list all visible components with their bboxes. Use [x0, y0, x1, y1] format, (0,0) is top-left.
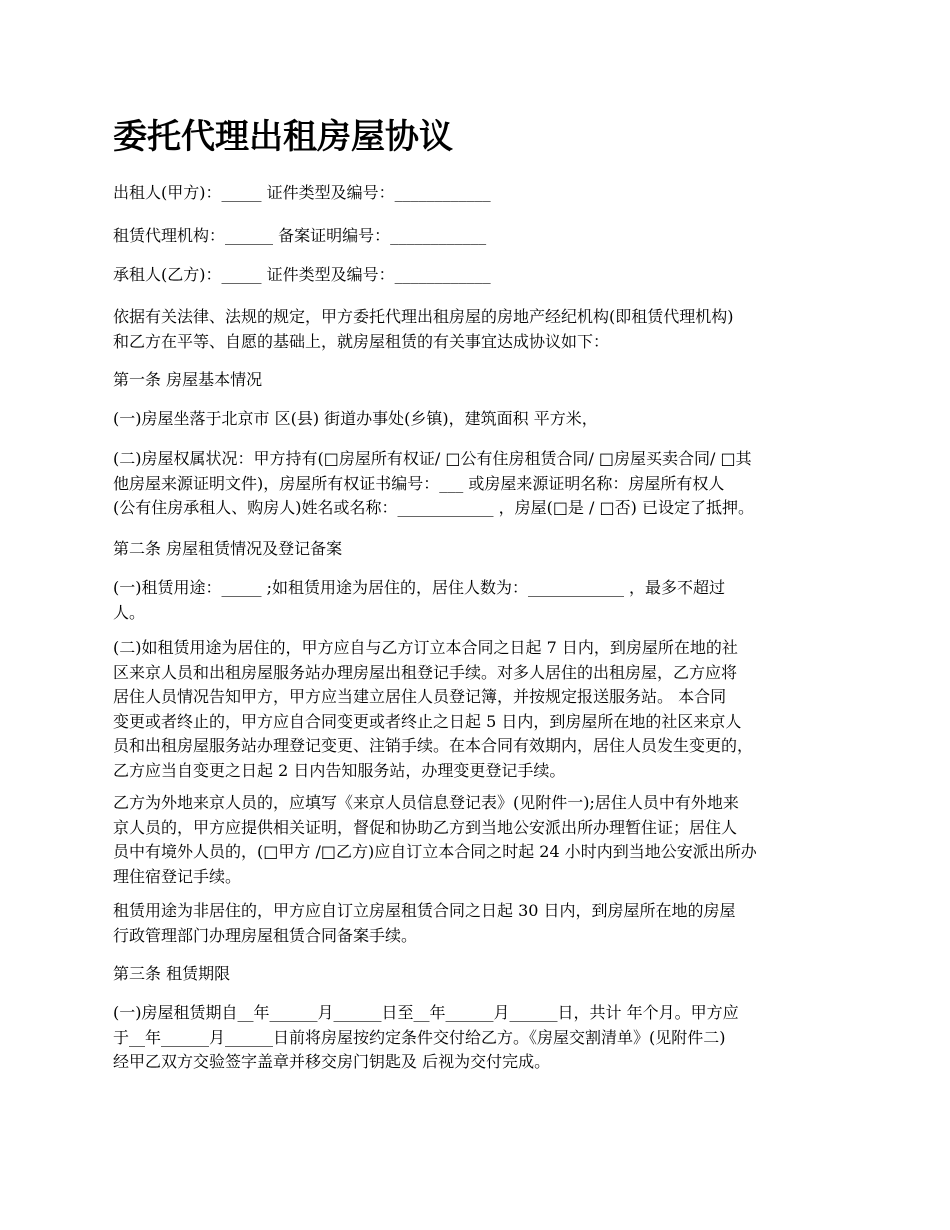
text-line: 乙方应当自变更之日起 2 日内告知服务站，办理变更登记手续。 [113, 760, 566, 780]
text-line: 租赁用途为非居住的，甲方应自订立房屋租赁合同之日起 30 日内，到房屋所在地的房屋 [113, 901, 736, 920]
article-3-item-1 [113, 1001, 853, 1075]
text-line: (一)房屋坐落于北京市 区(县) 街道办事处(乡镇)，建筑面积 平方米， [113, 409, 598, 428]
text-line: 行政管理部门办理房屋租赁合同备案手续。 [113, 925, 418, 945]
article-2-heading [113, 537, 853, 562]
text-line: 京人员的，甲方应提供相关证明，督促和协助乙方到当地公安派出所办理暂住证；居住人 [113, 817, 738, 837]
text-line: 经甲乙双方交验签字盖章并移交房门钥匙及 后视为交付完成。 [113, 1052, 551, 1071]
text-line: (一)租赁用途：_____ ;如租赁用途为居住的，居住人数为：____________ ，最多不超过 [113, 578, 726, 597]
text-line: 于__年______月______日前将房屋按约定条件交付给乙方。《房屋交割清单》(见附件二) [113, 1027, 726, 1047]
text-line: 出租人(甲方)：_____ 证件类型及编号：____________ [113, 183, 491, 202]
text-line: 理住宿登记手续。 [113, 866, 242, 886]
text-line: 员和出租房屋服务站办理登记变更、注销手续。在本合同有效期内，居住人员发生变更的， [113, 736, 754, 755]
article-2-nonlocal-resident [113, 791, 853, 889]
text-line: 第二条 房屋租赁情况及登记备案 [113, 539, 343, 558]
document-title: 委托代理出租房屋协议 [113, 117, 453, 157]
text-line: 第一条 房屋基本情况 [113, 370, 263, 389]
clause-lessor [113, 181, 853, 206]
article-2-item-1 [113, 576, 853, 625]
clause-agency [113, 224, 853, 249]
text-line: 和乙方在平等、自愿的基础上，就房屋租赁的有关事宜达成协议如下： [113, 331, 610, 351]
text-line: 第三条 租赁期限 [113, 964, 231, 983]
text-line: 居住人员情况告知甲方，甲方应当建立居住人员登记簿，并按规定报送服务站。 本合同 [113, 687, 727, 706]
preamble [113, 305, 853, 354]
text-line: 承租人(乙方)：_____ 证件类型及编号：____________ [113, 265, 491, 284]
text-line: (一)房屋租赁期自__年______月______日至__年______月______日，共计 年个月。甲方应 [113, 1003, 739, 1022]
text-line: 乙方为外地来京人员的，应填写《来京人员信息登记表》(见附件一);居住人员中有外地来 [113, 793, 739, 812]
text-line: (二)如租赁用途为居住的，甲方应自与乙方订立本合同之日起 7 日内，到房屋所在地的社 [113, 638, 738, 657]
text-line: (公有住房承租人、购房人)姓名或名称：____________ ，房屋(□是 / □否) 已设定了抵押。 [113, 498, 754, 517]
text-line: 他房屋来源证明文件)，房屋所有权证书编号：___ 或房屋来源证明名称：房屋所有权人 [113, 473, 725, 493]
article-2-non-residential [113, 899, 853, 948]
text-line: 变更或者终止的，甲方应自合同变更或者终止之日起 5 日内，到房屋所在地的社区来京人 [113, 711, 742, 731]
article-2-item-2 [113, 636, 853, 783]
text-line: 依据有关法律、法规的规定，甲方委托代理出租房屋的房地产经纪机构(即租赁代理机构) [113, 307, 734, 326]
article-1-heading [113, 368, 853, 393]
article-3-heading [113, 962, 853, 987]
text-line: 员中有境外人员的，(□甲方 /□乙方)应自订立本合同之时起 24 小时内到当地公安派出所办 [113, 842, 757, 861]
text-line: 区来京人员和出租房屋服务站办理房屋出租登记手续。对多人居住的出租房屋，乙方应将 [113, 662, 738, 682]
article-1-item-2 [113, 447, 853, 521]
text-line: 租赁代理机构：______ 备案证明编号：____________ [113, 226, 487, 245]
clause-lessee [113, 263, 853, 288]
article-1-item-1 [113, 407, 853, 432]
text-line: (二)房屋权属状况：甲方持有(□房屋所有权证/ □公有住房租赁合同/ □房屋买卖合同/ □其 [113, 449, 752, 468]
text-line: 人。 [113, 602, 146, 622]
